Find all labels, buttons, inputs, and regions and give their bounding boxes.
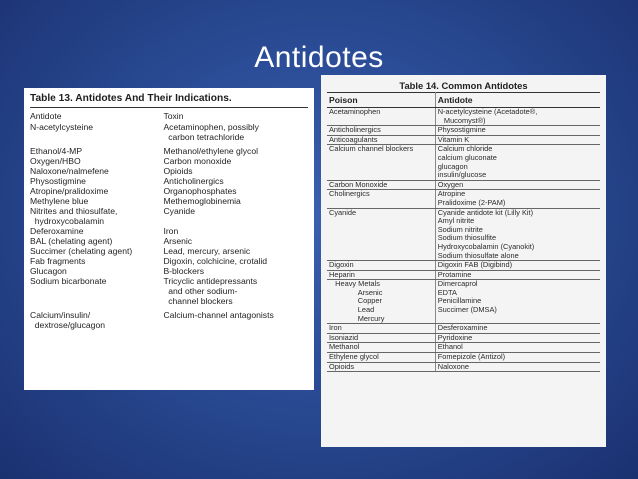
antidote-cell: BAL (chelating agent) <box>30 236 113 246</box>
toxin-cell: Arsenic <box>163 236 193 246</box>
poison-cell: Iron <box>327 324 435 334</box>
antidote-cell: Ethanol/4-MP <box>30 146 83 156</box>
antidote-cell: Oxygen <box>435 180 600 190</box>
antidote-cell: Physostigmine <box>30 176 86 186</box>
toxin-cell: Tricyclic antidepressants and other sodium- channel blockers <box>163 276 258 306</box>
antidote-cell: Fomepizole (Antizol) <box>435 353 600 363</box>
toxin-cell: Anticholinergics <box>163 176 224 186</box>
antidote-cell: Protamine <box>435 270 600 280</box>
table-row <box>30 196 308 206</box>
antidote-cell: Atropine Pralidoxime (2-PAM) <box>435 190 600 208</box>
antidote-cell: Pyridoxine <box>435 333 600 343</box>
poison-cell: Methanol <box>327 343 435 353</box>
antidote-indications-table <box>30 111 308 330</box>
antidote-cell: Physostigmine <box>435 126 600 136</box>
antidote-indications-table-panel <box>24 88 314 390</box>
antidote-cell: Succimer (chelating agent) <box>30 246 133 256</box>
toxin-cell: Methemoglobinemia <box>163 196 241 206</box>
table-row <box>30 206 308 226</box>
antidote-cell: Cyanide antidote kit (Lilly Kit) Amyl nitrite Sodium nitrite Sodium thiosulfite Hydroxycobalamin (Cyanokit) Sodium thiosulfate alone <box>435 208 600 261</box>
table-row <box>327 126 600 136</box>
antidote-cell: N-acetylcysteine (Acetadote®, Mucomyst®) <box>435 108 600 126</box>
antidote-cell: Naloxone <box>435 362 600 372</box>
common-antidotes-table <box>327 92 600 372</box>
antidote-cell: Glucagon <box>30 266 67 276</box>
table-row <box>327 333 600 343</box>
slide-title: Antidotes <box>254 41 384 74</box>
poison-cell: Anticoagulants <box>327 135 435 145</box>
table-row <box>327 353 600 363</box>
antidote-cell: Deferoxamine <box>30 226 84 236</box>
table-header-row <box>327 93 600 108</box>
antidote-cell: Atropine/pralidoxime <box>30 186 109 196</box>
antidote-cell: Sodium bicarbonate <box>30 276 107 286</box>
poison-cell: Ethylene glycol <box>327 353 435 363</box>
antidote-cell: Calcium/insulin/ dextrose/glucagon <box>30 310 106 330</box>
poison-cell: Cyanide <box>327 208 435 261</box>
right-table-caption: Table 14. Common Antidotes <box>399 80 528 91</box>
caption-divider <box>30 107 308 108</box>
poison-cell: Opioids <box>327 362 435 372</box>
toxin-cell: Calcium-channel antagonists <box>163 310 274 320</box>
table-row <box>30 186 308 196</box>
antidote-cell: Dimercaprol EDTA Penicillamine Succimer (DMSA) <box>435 280 600 324</box>
table-row <box>30 122 308 142</box>
table-row <box>30 246 308 256</box>
antidote-cell: N-acetylcysteine <box>30 122 94 132</box>
table-row <box>327 190 600 208</box>
table-row <box>327 208 600 261</box>
poison-cell: Anticholinergics <box>327 126 435 136</box>
table-row <box>30 156 308 166</box>
toxin-cell: B-blockers <box>163 266 205 276</box>
poison-cell: Acetaminophen <box>327 108 435 126</box>
toxin-cell: Iron <box>163 226 179 236</box>
common-antidotes-table-panel <box>321 75 606 447</box>
table-row <box>30 306 308 330</box>
table-row <box>30 236 308 246</box>
antidote-cell: Nitrites and thiosulfate, hydroxycobalamin <box>30 206 118 226</box>
toxin-cell: Lead, mercury, arsenic <box>163 246 251 256</box>
table-row <box>327 145 600 180</box>
table-row <box>30 176 308 186</box>
antidote-cell: Methylene blue <box>30 196 89 206</box>
table-row <box>30 276 308 306</box>
toxin-cell: Organophosphates <box>163 186 237 196</box>
antidote-cell: Fab fragments <box>30 256 86 266</box>
table-row <box>327 280 600 324</box>
poison-cell: Calcium channel blockers <box>327 145 435 180</box>
toxin-cell: Acetaminophen, possibly carbon tetrachloride <box>163 122 259 142</box>
toxin-cell: Digoxin, colchicine, crotalid <box>163 256 268 266</box>
left-table-caption: Table 13. Antidotes And Their Indications. <box>30 93 232 104</box>
table-row <box>30 256 308 266</box>
antidote-cell: Digoxin FAB (Digibind) <box>435 261 600 271</box>
table-row <box>30 166 308 176</box>
toxin-cell: Carbon monoxide <box>163 156 232 166</box>
antidote-cell: Desferoxamine <box>435 324 600 334</box>
poison-cell: Cholinergics <box>327 190 435 208</box>
table-row <box>327 108 600 126</box>
table-row <box>30 226 308 236</box>
table-header-row <box>30 111 308 122</box>
column-header-toxin: Toxin <box>163 111 184 121</box>
poison-cell: Isoniazid <box>327 333 435 343</box>
column-header-antidote: Antidote <box>30 111 62 121</box>
poison-cell: Digoxin <box>327 261 435 271</box>
poison-cell: Heavy Metals Arsenic Copper Lead Mercury <box>327 280 435 324</box>
antidote-cell: Calcium chloride calcium gluconate glucagon insulin/glucose <box>435 145 600 180</box>
poison-cell: Carbon Monoxide <box>327 180 435 190</box>
table-row <box>327 362 600 372</box>
table-row <box>30 266 308 276</box>
toxin-cell: Cyanide <box>163 206 195 216</box>
table-row <box>30 142 308 156</box>
toxin-cell: Methanol/ethylene glycol <box>163 146 259 156</box>
table-row <box>327 261 600 271</box>
column-header-poison: Poison <box>327 93 435 108</box>
antidote-cell: Ethanol <box>435 343 600 353</box>
antidote-cell: Oxygen/HBO <box>30 156 81 166</box>
antidote-cell: Naloxone/nalmefene <box>30 166 109 176</box>
antidote-cell: Vitamin K <box>435 135 600 145</box>
table-row <box>327 324 600 334</box>
poison-cell: Heparin <box>327 270 435 280</box>
toxin-cell: Opioids <box>163 166 193 176</box>
column-header-antidote: Antidote <box>435 93 600 108</box>
